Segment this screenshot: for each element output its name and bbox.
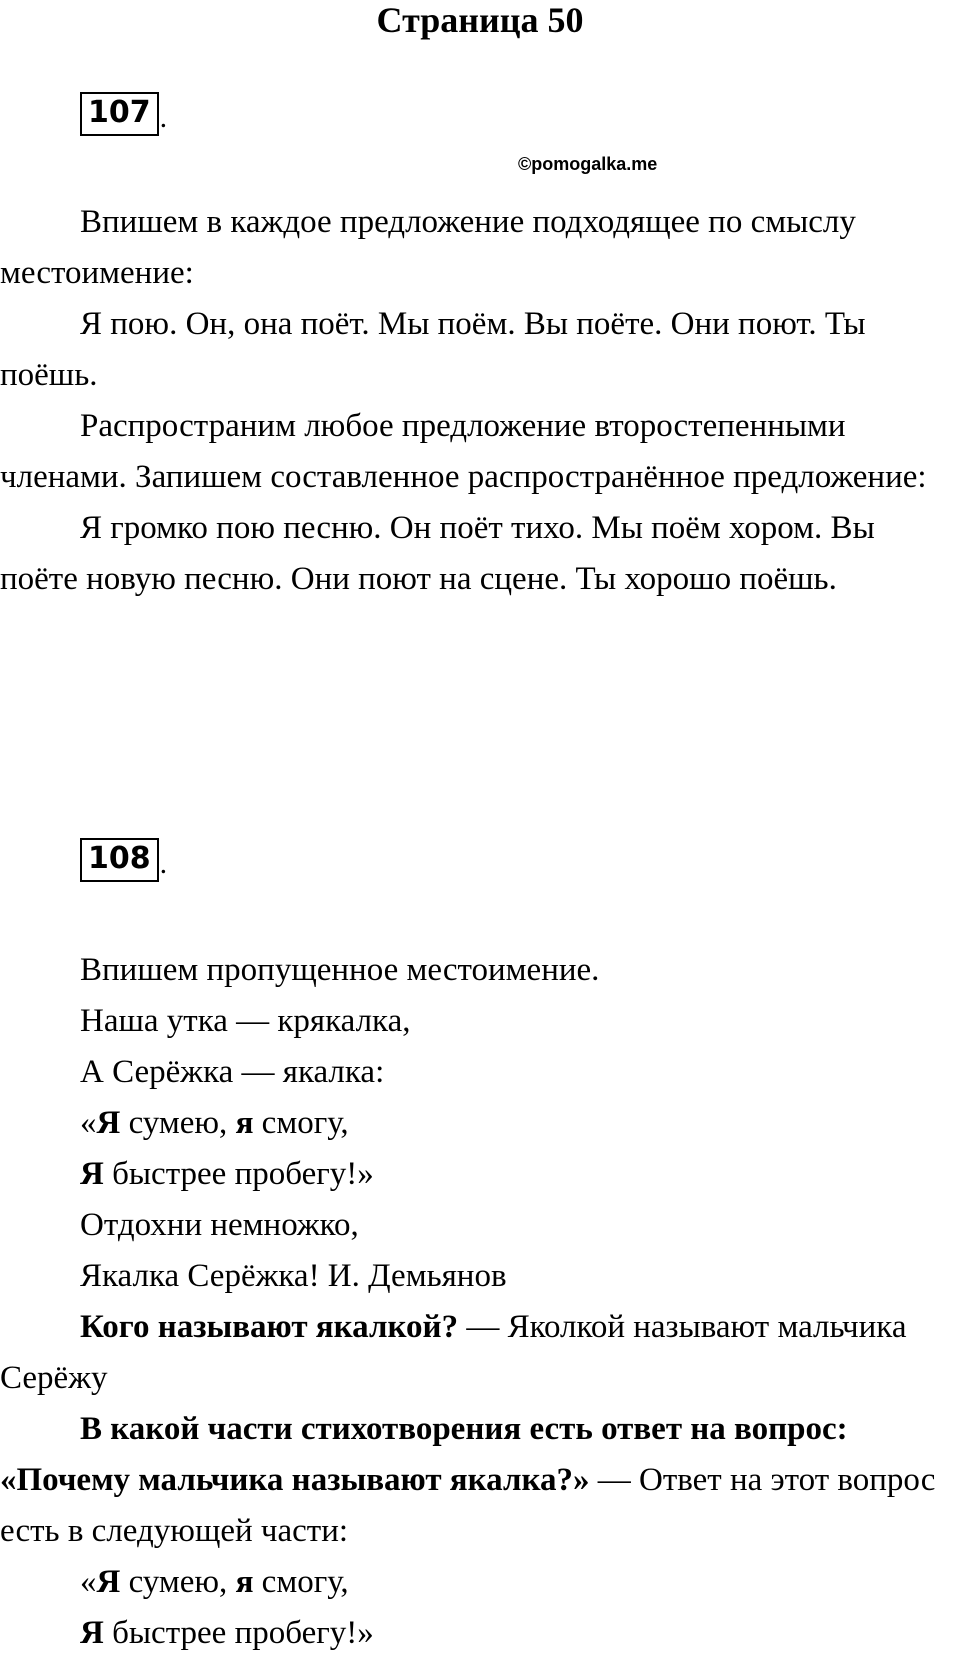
pronoun-bold: Я: [80, 1156, 104, 1192]
task-108-text: [0, 945, 960, 1659]
task-number-box: 107: [80, 92, 159, 136]
poem-line: Якалка Серёжка! И. Демьянов: [80, 1258, 507, 1294]
poem-line: Наша утка — крякалка,: [80, 1003, 411, 1039]
paragraph: Распространим любое предложение второстепенными членами. Запишем составленное распространённое предложение:: [0, 408, 927, 495]
poem-line: «Я сумею, я смогу,: [80, 1105, 349, 1141]
watermark: ©pomogalka.me: [518, 154, 658, 174]
paragraph: Я громко пою песню. Он поёт тихо. Мы поём хором. Вы поёте новую песню. Они поют на сцене. Ты хорошо поёшь.: [0, 510, 875, 597]
question-answer: [0, 1302, 960, 1404]
pronoun-bold: Я: [96, 1564, 121, 1600]
paragraph: Впишем в каждое предложение подходящее по смыслу местоимение:: [0, 204, 856, 291]
intro-line: Впишем пропущенное местоимение.: [80, 952, 600, 988]
poem-line: Отдохни немножко,: [80, 1207, 359, 1243]
task-107-text: [0, 197, 960, 605]
question-answer: [0, 1404, 960, 1557]
paragraph: Я пою. Он, она поёт. Мы поём. Вы поёте. Они поют. Ты поёшь.: [0, 306, 866, 393]
task-number-dot: .: [159, 847, 168, 880]
pronoun-bold: я: [235, 1564, 254, 1600]
poem-line: Я быстрее пробегу!»: [80, 1156, 374, 1192]
pronoun-bold: я: [235, 1105, 254, 1141]
answer-line: «Я сумею, я смогу,: [80, 1564, 349, 1600]
poem-line: А Серёжка — якалка:: [80, 1054, 385, 1090]
question: Кого называют якалкой?: [80, 1309, 459, 1345]
task-number-107: [80, 92, 167, 136]
pronoun-bold: Я: [80, 1615, 104, 1651]
task-number-108: [80, 838, 167, 882]
question: В какой части стихотворения есть ответ на вопрос: «Почему мальчика называют якалка?»: [0, 1411, 848, 1498]
answer: — Яколкой называют мальчика Серёжу: [0, 1309, 907, 1396]
answer: — Ответ на этот вопрос есть в следующей части:: [0, 1462, 936, 1549]
task-number-box: 108: [80, 838, 159, 882]
page-title: Страница 50: [376, 0, 584, 40]
task-number-dot: .: [159, 101, 168, 134]
pronoun-bold: Я: [96, 1105, 121, 1141]
answer-line: Я быстрее пробегу!»: [80, 1615, 374, 1651]
